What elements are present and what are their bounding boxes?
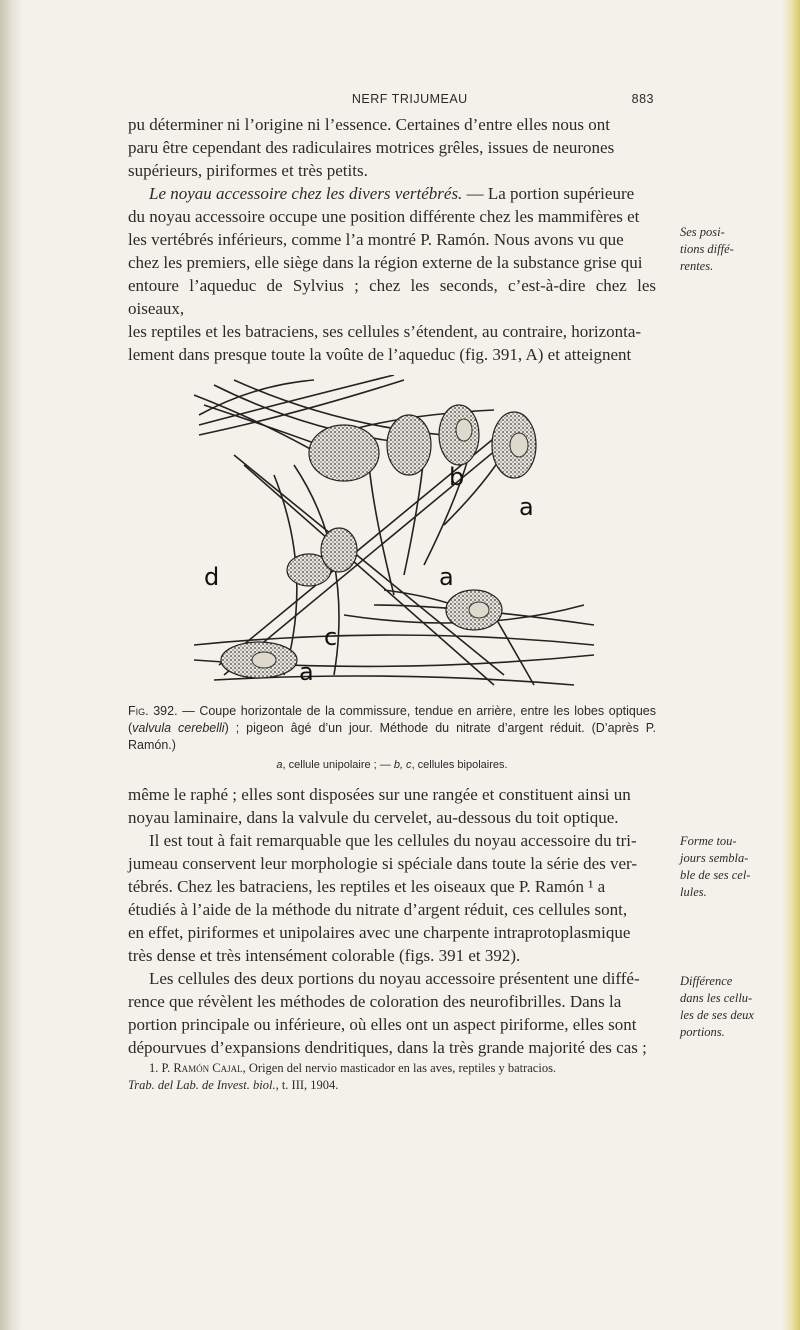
paragraph-3 xyxy=(128,783,656,829)
margin-note-positions: Ses posi- tions diffé- rentes. xyxy=(680,225,734,273)
label-c: c xyxy=(324,623,338,651)
text-line: Il est tout à fait remarquable que les cellules du noyau accessoire du tri- xyxy=(149,831,637,850)
page-edge-left xyxy=(0,0,22,1330)
text-line: Les cellules des deux portions du noyau accessoire présentent une diffé- xyxy=(149,969,640,988)
label-a: a xyxy=(519,493,534,521)
text-line: les reptiles et les batraciens, ses cellules s’étendent, au contraire, horizonta- xyxy=(128,322,642,341)
text-line: étudiés à l’aide de la méthode du nitrate d’argent réduit, ces cellules sont, xyxy=(128,900,628,919)
paragraph-1 xyxy=(128,113,656,182)
text-line: paru être cependant des radiculaires motrices grêles, issues de neurones xyxy=(128,138,615,157)
label-d: d xyxy=(204,563,220,591)
page-number: 883 xyxy=(631,92,654,106)
text-line: les vertébrés inférieurs, comme l’a montré P. Ramón. Nous avons vu que xyxy=(128,230,624,249)
figure-legend: a, cellule unipolaire ; — b, c, cellules bipolaires. xyxy=(276,759,508,771)
text-line: jumeau conservent leur morphologie si spéciale dans toute la série des ver- xyxy=(128,854,638,873)
text-line: très dense et très intensément colorable (figs. 391 et 392). xyxy=(128,946,521,965)
header-title: NERF TRIJUMEAU xyxy=(351,92,468,106)
footnote: 1. P. Ramón Cajal, Origen del nervio masticador en las aves, reptiles y batracios. Trab. del Lab. de Invest. biol., t. III, 1904. xyxy=(128,1061,557,1092)
footnote-number: 1. xyxy=(149,1061,159,1075)
running-header xyxy=(128,92,654,106)
margin-note-difference: Différence dans les cellu- les de ses deux portions. xyxy=(680,974,754,1039)
paragraph-5 xyxy=(128,967,656,1059)
text-line: même le raphé ; elles sont disposées sur une rangée et constituent ainsi un xyxy=(128,785,631,804)
text-line: portion principale ou inférieure, où elles ont un aspect piriforme, elles sont xyxy=(128,1015,637,1034)
page-edge-right xyxy=(782,0,800,1330)
paragraph-2 xyxy=(128,182,656,366)
figure-392 xyxy=(194,375,594,690)
figure-caption: Fig. 392. — Coupe horizontale de la commissure, tendue en arrière, entre les lobes optiques (valvula cerebelli) ; pigeon âgé d’un jour. Méthode du nitrate d’argent réduit. (D’après P. Ramón.) a, cellule unipolaire ; — b, c, cellules bipolaires. xyxy=(128,703,656,774)
lead-rest: — La portion supérieure xyxy=(462,184,635,203)
neuron-drawing xyxy=(194,375,594,690)
text-line: pu déterminer ni l’origine ni l’essence. Certaines d’entre elles nous ont xyxy=(128,115,610,134)
label-b: b xyxy=(449,463,465,491)
margin-note-forme: Forme tou- jours sembla- ble de ses cel- lules. xyxy=(680,834,751,899)
label-a: a xyxy=(299,658,314,686)
text-line: du noyau accessoire occupe une position différente chez les mammifères et xyxy=(128,207,640,226)
text-line: en effet, piriformes et unipolaires avec une charpente intraprotoplasmique xyxy=(128,923,631,942)
text-line: dépourvues d’expansions dendritiques, dans la très grande majorité des cas ; xyxy=(128,1038,647,1057)
text-line: lement dans presque toute la voûte de l’aqueduc (fig. 391, A) et atteignent xyxy=(128,345,632,364)
text-line: supérieurs, piriformes et très petits. xyxy=(128,161,368,180)
text-line: entoure l’aqueduc de Sylvius ; chez les seconds, c’est-à-dire chez les oiseaux, xyxy=(128,276,656,318)
label-a: a xyxy=(439,563,454,591)
text-line: noyau laminaire, dans la valvule du cervelet, au-dessous du toit optique. xyxy=(128,808,619,827)
text-line: chez les premiers, elle siège dans la région externe de la substance grise qui xyxy=(128,253,643,272)
paragraph-4 xyxy=(128,829,656,967)
figure-label: Fig. 392. xyxy=(128,704,178,718)
section-heading-italic: Le noyau accessoire chez les divers vertébrés. xyxy=(149,184,463,203)
text-line: tébrés. Chez les batraciens, les reptiles et les oiseaux que P. Ramón ¹ a xyxy=(128,877,606,896)
text-line: rence que révèlent les méthodes de coloration des neurofibrilles. Dans la xyxy=(128,992,622,1011)
paragraph-lead xyxy=(128,182,656,205)
